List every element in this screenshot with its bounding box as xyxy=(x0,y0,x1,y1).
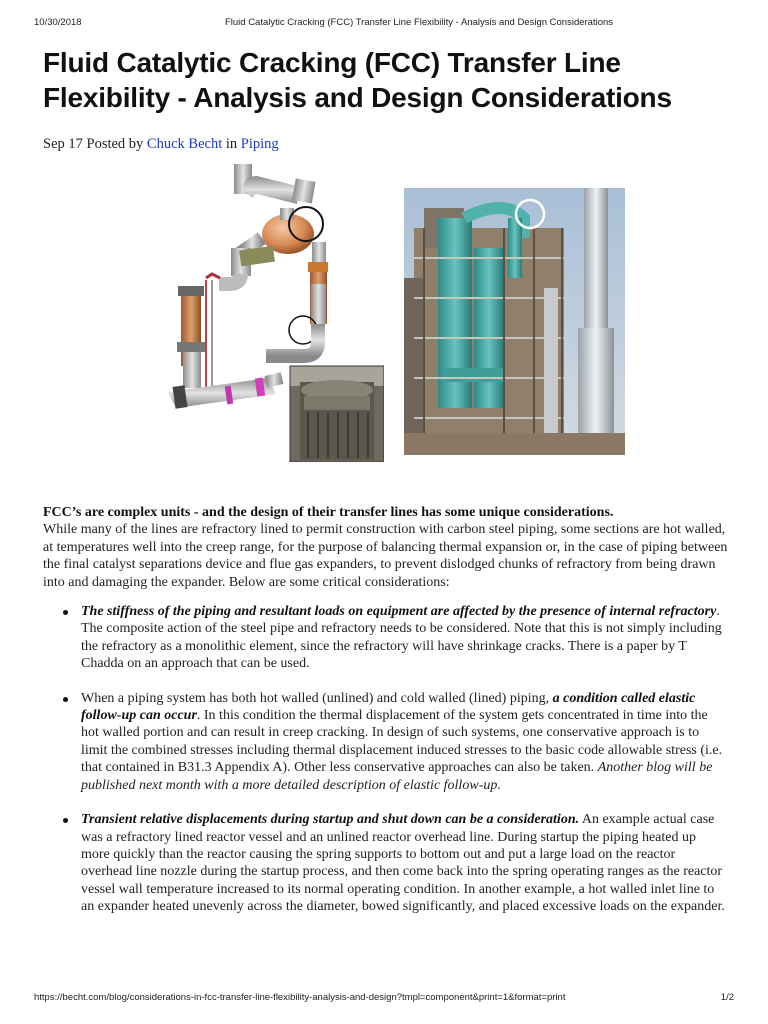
considerations-list xyxy=(43,603,728,916)
bullet-icon xyxy=(63,697,68,702)
post-meta xyxy=(43,136,279,153)
print-header xyxy=(0,17,768,31)
print-date: 10/30/2018 xyxy=(34,17,82,28)
list-item xyxy=(43,811,728,915)
bullet-icon xyxy=(63,818,68,823)
page-number: 1/2 xyxy=(720,992,734,1003)
inset-photo xyxy=(290,366,384,462)
article-body xyxy=(43,504,728,933)
meta-in: in xyxy=(222,136,241,152)
print-footer xyxy=(0,992,768,1006)
list-item xyxy=(43,690,728,794)
lead-paragraph: FCC’s are complex units - and the design of their transfer lines has some unique considerations. xyxy=(43,505,614,520)
article-title: Fluid Catalytic Cracking (FCC) Transfer Line Flexibility - Analysis and Design Considerations xyxy=(43,47,672,113)
fcc-unit-photo xyxy=(404,188,625,455)
bullet-tail: Another blog will be published next month with a more detailed description of elastic follow-up. xyxy=(81,760,713,793)
print-url: https://becht.com/blog/considerations-in-fcc-transfer-line-flexibility-analysis-and-design?tmpl=component&print=1&format=print xyxy=(34,992,566,1003)
category-link[interactable]: Piping xyxy=(240,136,279,152)
list-item xyxy=(43,603,728,673)
bullet-text: . In this condition the thermal displacement of the system gets concentrated in time into the hot walled portion and can result in creep cracking. In design of such systems, one conservative approach is to limit the combined stresses including thermal displacement induced stresses to the basic code allowable stress (i.e. that contained in B31.3 Appendix A). Other less conservative approaches can also be taken. xyxy=(81,708,723,776)
bullet-emphasis: The stiffness of the piping and resultant loads on equipment are affected by the presence of internal refractory xyxy=(81,604,717,620)
bullet-text: . The composite action of the steel pipe and refractory needs to be considered. Note that this is not simply including the refractory as a monolithic element, since the refractory will have shrinkage cracks. There is a paper by T Chadda on an approach that can be used. xyxy=(81,604,722,672)
bullet-text: An example actual case was a refractory lined reactor vessel and an unlined reactor overhead line. During startup the piping heated up more quickly than the reactor causing the spring supports to bottom out and put a large load on the reactor overhead line nozzle during the startup process, and then come back into the spring operating ranges as the reactor vessel wall temperature increased to its normal operating condition. In another example, a hot walled inlet line to an expander heated unevenly across the diameter, bowed significantly, and placed excessive loads on the expander. xyxy=(81,812,725,915)
post-date: Sep 17 Posted by xyxy=(43,136,147,152)
piping-3d-model-image xyxy=(148,160,384,462)
bullet-pre: When a piping system has both hot walled (unlined) and cold walled (lined) piping, xyxy=(81,690,553,706)
bullet-emphasis: a condition called elastic follow-up can occur xyxy=(81,690,696,724)
bullet-icon xyxy=(63,610,68,615)
bullet-emphasis: Transient relative displacements during startup and shut down can be a consideration. xyxy=(81,812,580,828)
author-link[interactable]: Chuck Becht xyxy=(146,136,223,152)
intro-paragraph: While many of the lines are refractory lined to permit construction with carbon steel piping, some sections are hot walled, at temperatures well into the creep range, for the purpose of balancing thermal expansion or, in the case of piping between the final catalyst separations device and flue gas expanders, to prevent dislodged chunks of refractory from being drawn into and damaging the expander. Below are some critical considerations: xyxy=(43,522,728,590)
print-page-title: Fluid Catalytic Cracking (FCC) Transfer Line Flexibility - Analysis and Design Considerations xyxy=(224,17,614,28)
